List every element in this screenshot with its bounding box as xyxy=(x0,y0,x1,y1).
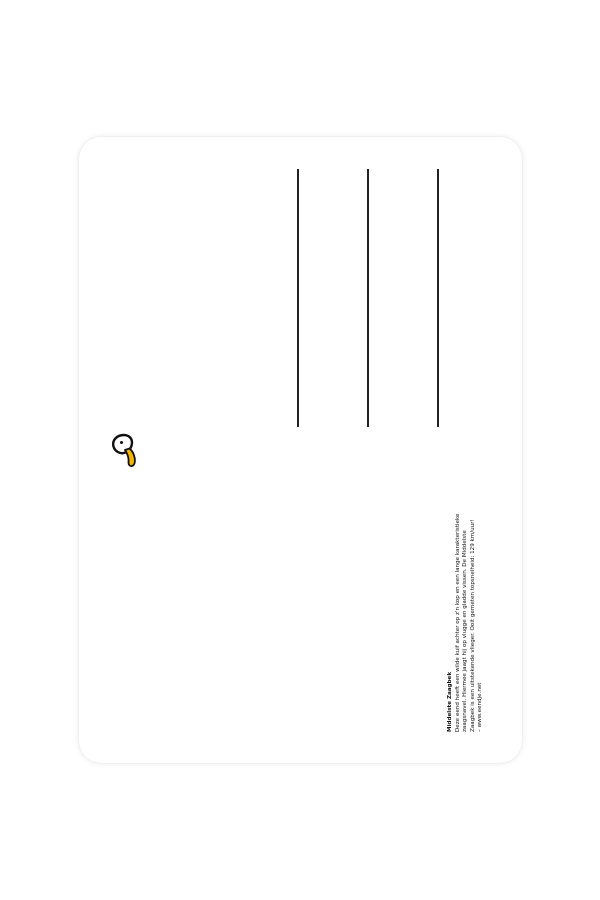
caption xyxy=(447,472,485,732)
address-line-1 xyxy=(297,169,299,427)
caption-title: Middelste Zaagbek xyxy=(447,671,453,732)
address-line-3 xyxy=(437,169,439,427)
caption-line-2: zaagsnavel. Hiermee jaagt hij op vlugge en gladde vissen. De Middelste xyxy=(462,530,469,732)
duck-head-icon xyxy=(110,433,138,469)
postcard-back xyxy=(79,137,522,763)
caption-link[interactable]: – www.eendje.net xyxy=(477,682,484,732)
caption-line-3: Zaagbek is een uitstekende vlieger. Ooit gemeten topsnelheid: 129 km/uur! xyxy=(469,519,476,732)
caption-line-1: Deze eend heeft een wilde kuif achter op z'n kop en een lange karakteristieke xyxy=(454,513,461,732)
address-line-2 xyxy=(367,169,369,427)
